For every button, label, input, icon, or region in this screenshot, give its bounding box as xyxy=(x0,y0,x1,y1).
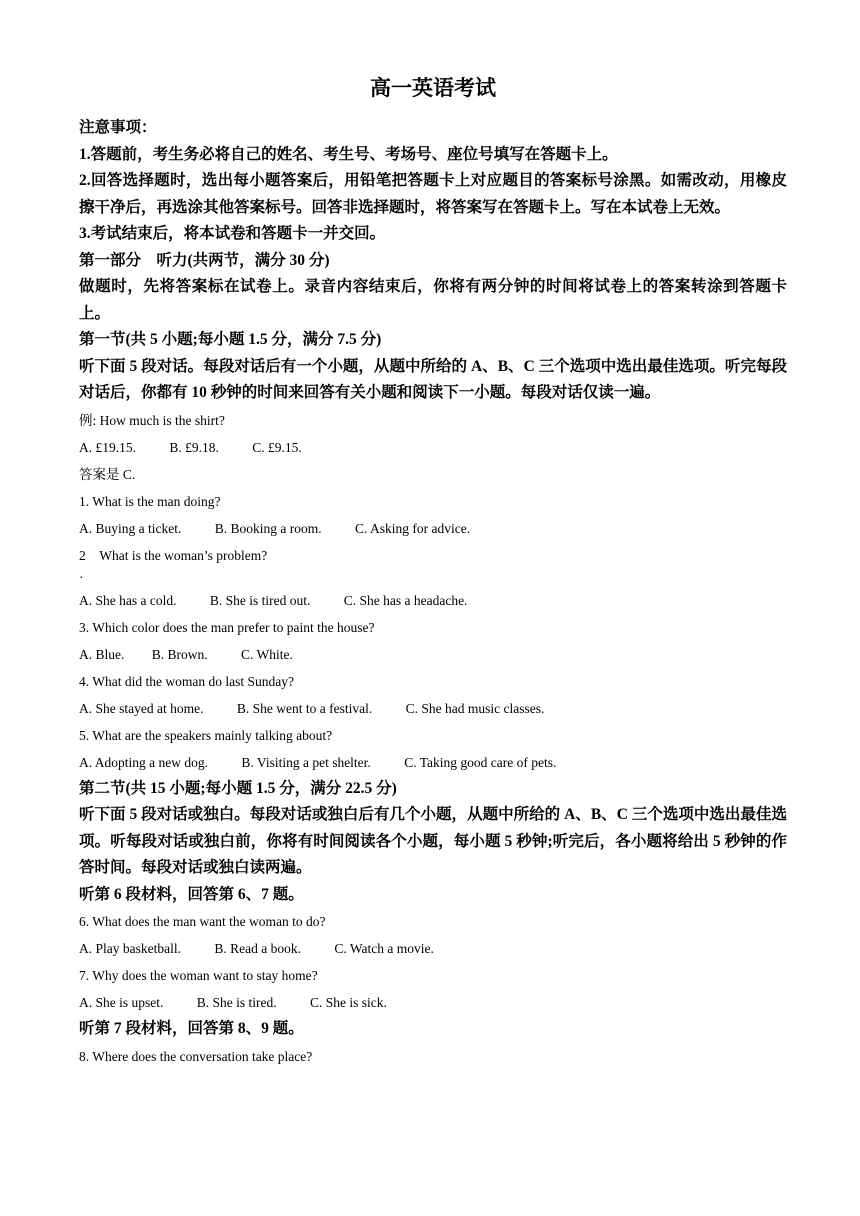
option-b: B. She is tired. xyxy=(196,995,277,1010)
question-3: 3. Which color does the man prefer to paint the house? xyxy=(79,619,375,635)
notice-item-1: 1.答题前，考生务必将自己的姓名、考生号、考场号、座位号填写在答题卡上。 xyxy=(79,145,618,163)
material-7-heading: 听第 7 段材料，回答第 8、9 题。 xyxy=(79,1020,304,1037)
part1-heading: 第一部分 听力(共两节，满分 30 分) xyxy=(79,251,330,269)
question-4: 4. What did the woman do last Sunday? xyxy=(79,673,294,689)
option-b: B. Visiting a pet shelter. xyxy=(241,754,371,770)
option-c: C. White. xyxy=(241,646,293,662)
example-options xyxy=(79,434,787,461)
option-c: C. She is sick. xyxy=(310,995,387,1010)
section2-instructions: 听下面 5 段对话或独白。每段对话或独白后有几个小题，从题中所给的 A、B、C 三个选项中选出最佳选项。听每段对话或独白前，你将有时间阅读各个小题，每小题 5 秒钟;听完后，各小题将给出 5 秒钟的作答时间。每段对话或独白读两遍。 xyxy=(79,806,787,876)
question-1: 1. What is the man doing? xyxy=(79,493,221,509)
question-2-mark: · xyxy=(79,569,84,585)
example-answer: 答案是 C. xyxy=(79,466,136,482)
part1-instructions: 做题时，先将答案标在试卷上。录音内容结束后，你将有两分钟的时间将试卷上的答案转涂到答题卡上。 xyxy=(79,278,787,322)
question-5: 5. What are the speakers mainly talking about? xyxy=(79,727,333,743)
question-3-options xyxy=(79,641,787,668)
option-a: A. She stayed at home. xyxy=(79,700,204,716)
option-c: C. She had music classes. xyxy=(405,700,545,716)
question-7-options xyxy=(79,989,787,1016)
notice-item-2: 2.回答选择题时，选出每小题答案后，用铅笔把答题卡上对应题目的答案标号涂黑。如需改动，用橡皮擦干净后，再选涂其他答案标号。回答非选择题时，将答案写在答题卡上。写在本试卷上无效。 xyxy=(79,172,787,216)
section1-instructions: 听下面 5 段对话。每段对话后有一个小题，从题中所给的 A、B、C 三个选项中选出最佳选项。听完每段对话后，你都有 10 秒钟的时间来回答有关小题和阅读下一小题。每段对话仅读一遍。 xyxy=(79,357,787,401)
option-c: C. Watch a movie. xyxy=(334,941,434,956)
option-a: A. Buying a ticket. xyxy=(79,520,182,536)
option-a: A. Play basketball. xyxy=(79,941,181,956)
question-2-options xyxy=(79,587,787,614)
example-question: 例: How much is the shirt? xyxy=(79,412,225,428)
question-2: 2 What is the woman’s problem? xyxy=(79,547,268,563)
notice-heading: 注意事项： xyxy=(79,119,157,136)
option-a: A. £19.15. xyxy=(79,439,136,455)
notice-item-3: 3.考试结束后，将本试卷和答题卡一并交回。 xyxy=(79,225,386,242)
material-6-heading: 听第 6 段材料，回答第 6、7 题。 xyxy=(79,885,304,903)
option-c: C. Taking good care of pets. xyxy=(404,754,557,770)
question-1-options xyxy=(79,515,787,542)
option-a: A. Adopting a new dog. xyxy=(79,754,208,770)
section2-heading: 第二节(共 15 小题;每小题 1.5 分，满分 22.5 分) xyxy=(79,779,397,797)
question-6-options xyxy=(79,935,787,962)
question-7: 7. Why does the woman want to stay home? xyxy=(79,968,318,983)
question-5-options xyxy=(79,749,787,776)
option-c: C. £9.15. xyxy=(252,439,302,455)
question-4-options xyxy=(79,695,787,722)
option-b: B. Booking a room. xyxy=(214,520,322,536)
option-c: C. She has a headache. xyxy=(343,592,468,608)
option-b: B. Brown. xyxy=(151,646,208,662)
page-title: 高一英语考试 xyxy=(370,76,496,100)
option-a: A. She is upset. xyxy=(79,995,164,1010)
option-b: B. She is tired out. xyxy=(209,592,311,608)
question-6: 6. What does the man want the woman to do? xyxy=(79,914,326,929)
option-a: A. She has a cold. xyxy=(79,592,177,608)
option-b: B. Read a book. xyxy=(214,941,301,956)
option-a: A. Blue. xyxy=(79,646,125,662)
option-c: C. Asking for advice. xyxy=(354,520,471,536)
exam-page xyxy=(79,74,787,1070)
option-b: B. £9.18. xyxy=(169,439,219,455)
option-b: B. She went to a festival. xyxy=(236,700,373,716)
question-8: 8. Where does the conversation take place? xyxy=(79,1048,313,1064)
section1-heading: 第一节(共 5 小题;每小题 1.5 分，满分 7.5 分) xyxy=(79,331,382,348)
